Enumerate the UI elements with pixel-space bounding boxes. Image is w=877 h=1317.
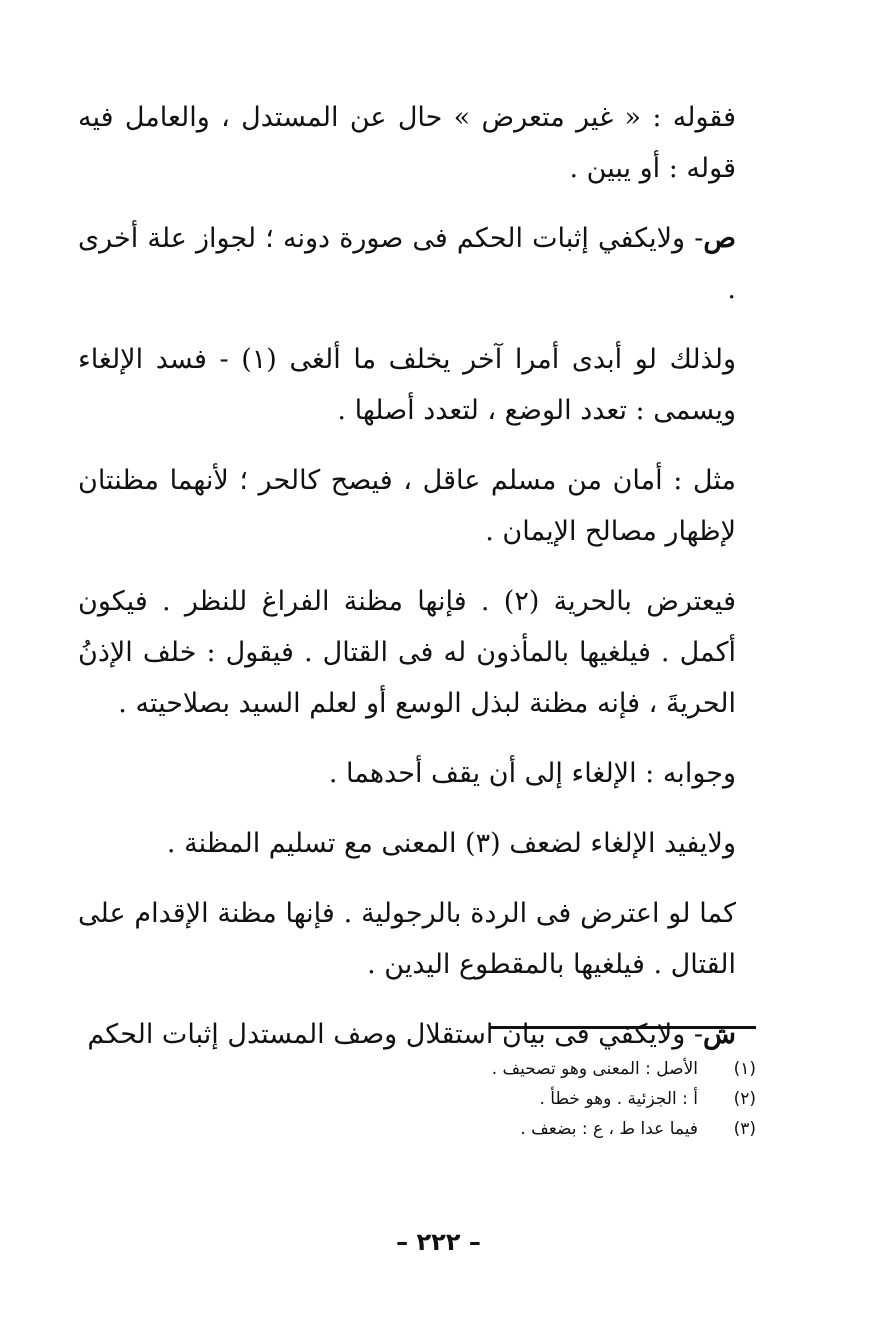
paragraph-text: مثل : أمان من مسلم عاقل ، فيصح كالحر ؛ لأنهما مظنتان لإظهار مصالح الإيمان .	[78, 465, 736, 547]
footnote	[300, 1054, 756, 1084]
footnote-text: فيما عدا ط ، ع : بضعف .	[520, 1119, 698, 1139]
footnote	[300, 1114, 756, 1144]
paragraph-5	[78, 576, 754, 729]
paragraph-text: ولايفيد الإلغاء لضعف (٣) المعنى مع تسليم المظنة .	[166, 828, 736, 859]
paragraph-lead: ص	[703, 223, 736, 254]
paragraph-lead: ش	[703, 1019, 736, 1050]
footnote-text: الأصل : المعنى وهو تصحيف .	[491, 1059, 698, 1079]
paragraph-2	[78, 213, 754, 315]
page-number: – ٢٢٢ –	[396, 1228, 481, 1256]
footnote-number: (٢)	[733, 1089, 756, 1109]
footnote-number: (٣)	[733, 1119, 756, 1139]
main-text	[78, 92, 754, 1079]
paragraph-7	[78, 818, 754, 869]
paragraph-9	[78, 1009, 754, 1060]
paragraph-3	[78, 334, 754, 436]
paragraph-text: - ولايكفي إثبات الحكم فى صورة دونه ؛ لجواز علة أخرى .	[78, 223, 736, 305]
footnote-text: أ : الجزئية . وهو خطأ .	[539, 1089, 698, 1109]
footnote	[300, 1084, 756, 1114]
footnote-number: (١)	[733, 1059, 756, 1079]
paragraph-6	[78, 748, 754, 799]
paragraph-text: كما لو اعترض فى الردة بالرجولية . فإنها مظنة الإقدام على القتال . فيلغيها بالمقطوع اليدين .	[78, 898, 736, 980]
paragraph-text: وجوابه : الإلغاء إلى أن يقف أحدهما .	[328, 758, 736, 789]
paragraph-1	[78, 92, 754, 194]
footnotes	[300, 1054, 756, 1144]
paragraph-text: فقوله : « غير متعرض » حال عن المستدل ، والعامل فيه قوله : أو يبين .	[78, 102, 736, 184]
paragraph-text: ولذلك لو أبدى أمرا آخر يخلف ما ألغى (١) - فسد الإلغاء ويسمى : تعدد الوضع ، لتعدد أصلها .	[78, 344, 736, 426]
paragraph-text: - ولايكفي فى بيان استقلال وصف المستدل إثبات الحكم	[87, 1019, 704, 1050]
footnote-divider	[490, 1026, 756, 1029]
paragraph-text: فيعترض بالحرية (٢) . فإنها مظنة الفراغ للنظر . فيكون أكمل . فيلغيها بالمأذون له فى القتال . فيقول : خلف الإذنُ الحريةَ ، فإنه مظنة لبذل الوسع أو لعلم السيد بصلاحيته .	[78, 586, 737, 719]
paragraph-4	[78, 455, 754, 557]
paragraph-8	[78, 888, 754, 990]
